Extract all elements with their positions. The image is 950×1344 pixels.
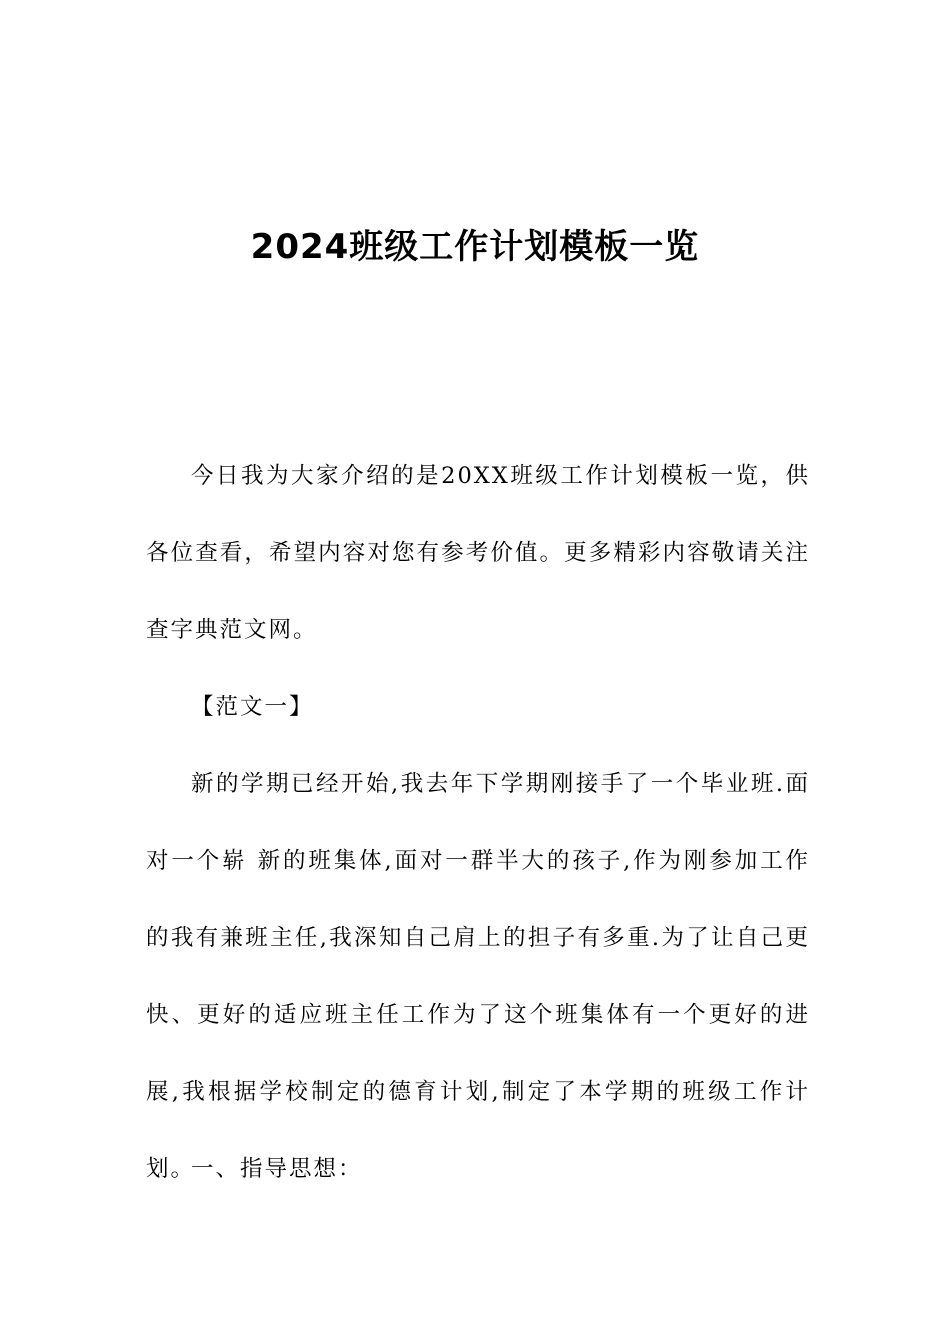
intro-paragraph: 今日我为大家介绍的是20XX班级工作计划模板一览，供各位查看，希望内容对您有参考价值。更多精彩内容敬请关注查字典范文网。: [146, 463, 810, 643]
section-heading-guiding-ideology: 一、指导思想：: [191, 1156, 363, 1182]
section-label-sample-one: 【范文一】: [191, 694, 314, 720]
document-title: 2024班级工作计划模板一览: [250, 227, 700, 267]
sample-one-paragraph: 新的学期已经开始,我去年下学期刚接手了一个毕业班.面对一个崭 新的班集体,面对一群半大的孩子,作为刚参加工作的我有兼班主任,我深知自己肩上的担子有多重.为了让自己更快、更好的适应班主任工作为了这个班集体有一个更好的进展,我根据学校制定的德育计划,制定了本学期的班级工作计划。: [146, 771, 810, 1182]
